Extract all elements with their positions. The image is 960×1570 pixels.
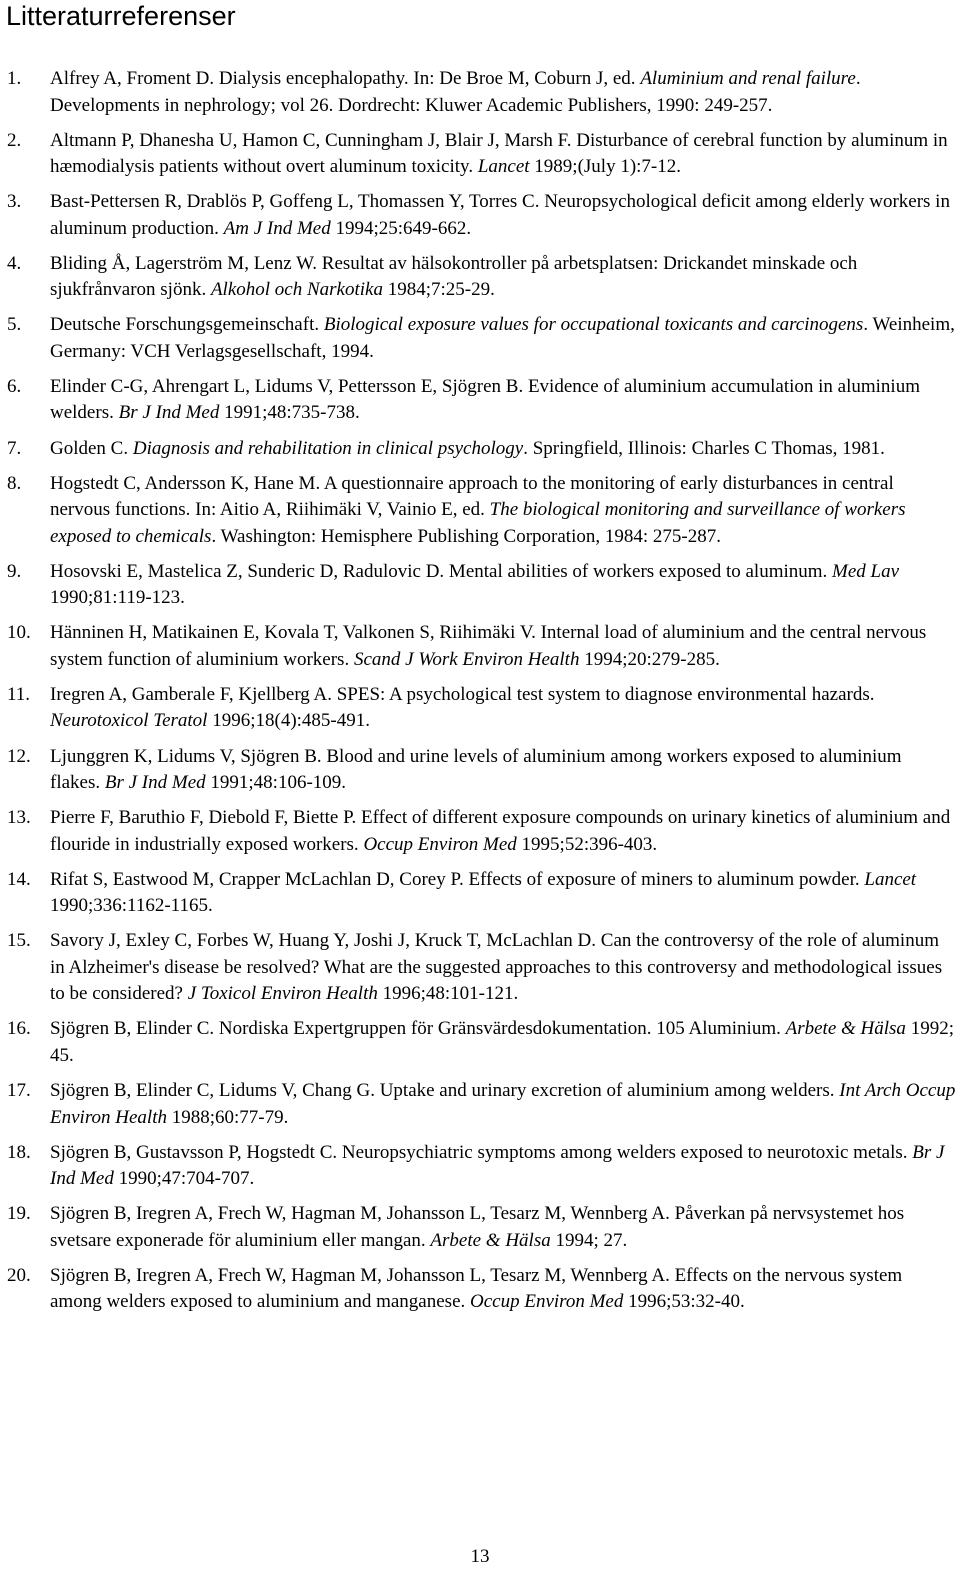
- reference-number: 10.: [7, 622, 31, 644]
- reference-source-italic: Occup Environ Med: [363, 833, 517, 855]
- reference-number: 15.: [7, 930, 31, 952]
- reference-text-segment: Ljunggren K, Lidums V, Sjögren B. Blood and urine levels of aluminium among workers exposed to aluminium flakes.: [50, 745, 902, 794]
- reference-text-segment: Iregren A, Gamberale F, Kjellberg A. SPES: A psychological test system to diagnose environmental hazards.: [50, 683, 875, 705]
- reference-text-segment: Elinder C-G, Ahrengart L, Lidums V, Pettersson E, Sjögren B. Evidence of aluminium accumulation in aluminium welders.: [50, 375, 920, 424]
- reference-source-italic: The biological monitoring and surveillance of workers exposed to chemicals: [50, 499, 906, 547]
- reference-source-italic: Neurotoxicol Teratol: [50, 710, 208, 732]
- reference-source-italic: Occup Environ Med: [470, 1291, 624, 1313]
- reference-item: [0, 436, 960, 463]
- reference-item: [0, 805, 960, 858]
- reference-item: [0, 66, 960, 119]
- reference-item: [0, 744, 960, 797]
- reference-source-italic: Med Lav: [832, 560, 900, 582]
- reference-source-italic: Alkohol och Narkotika: [210, 279, 383, 301]
- reference-text-segment: Alfrey A, Froment D. Dialysis encephalopathy. In: De Broe M, Coburn J, ed.: [50, 68, 641, 89]
- reference-text-segment: 1994;20:279-285.: [579, 648, 720, 670]
- reference-number: 20.: [7, 1264, 31, 1286]
- reference-text-segment: Hosovski E, Mastelica Z, Sunderic D, Radulovic D. Mental abilities of workers exposed to aluminum.: [50, 560, 833, 582]
- reference-text: [50, 1201, 956, 1254]
- reference-text-segment: 1992; 45.: [50, 1018, 954, 1066]
- reference-text-segment: Hänninen H, Matikainen E, Kovala T, Valkonen S, Riihimäki V. Internal load of aluminium and the central nervous system function of aluminium workers.: [50, 622, 927, 670]
- reference-text: [50, 1078, 956, 1131]
- page-title: Litteraturreferenser: [6, 1, 236, 31]
- reference-item: [0, 1078, 960, 1131]
- reference-source-italic: Arbete & Hälsa: [785, 1018, 906, 1040]
- reference-source-italic: J Toxicol Environ Health: [187, 983, 378, 1005]
- reference-text: [50, 620, 956, 673]
- reference-item: [0, 867, 960, 920]
- reference-text-segment: . Developments in nephrology; vol 26. Dordrecht: Kluwer Academic Publishers, 1990: 249-257.: [50, 68, 861, 116]
- reference-text: [50, 189, 956, 242]
- reference-source-italic: Arbete & Hälsa: [430, 1229, 551, 1251]
- reference-text-segment: 1996;53:32-40.: [623, 1291, 745, 1313]
- reference-text: [50, 744, 956, 797]
- reference-text-segment: 1994; 27.: [550, 1229, 628, 1251]
- reference-number: 19.: [7, 1203, 31, 1225]
- reference-item: [0, 1140, 960, 1193]
- reference-text: [50, 471, 956, 551]
- reference-text-segment: Sjögren B, Iregren A, Frech W, Hagman M, Johansson L, Tesarz M, Wennberg A. Effects on the nervous system among welders exposed to aluminium and manganese.: [50, 1264, 903, 1313]
- reference-text-segment: Pierre F, Baruthio F, Diebold F, Biette P. Effect of different exposure compounds on urinary kinetics of aluminium and flouride in industrially exposed workers.: [50, 807, 951, 855]
- reference-text: [50, 436, 956, 463]
- reference-item: [0, 189, 960, 242]
- reference-number: 11.: [7, 683, 31, 705]
- reference-text-segment: . Springfield, Illinois: Charles C Thomas, 1981.: [523, 437, 885, 459]
- reference-text: [50, 867, 956, 920]
- reference-source-italic: Biological exposure values for occupational toxicants and carcinogens: [323, 314, 864, 336]
- reference-text-segment: Deutsche Forschungsgemeinschaft.: [50, 314, 324, 336]
- reference-item: [0, 312, 960, 365]
- page-number: 13: [470, 1546, 490, 1567]
- reference-item: [0, 559, 960, 612]
- reference-source-italic: Br J Ind Med: [104, 772, 206, 794]
- reference-text-segment: 1990;336:1162-1165.: [50, 895, 213, 917]
- reference-text-segment: Bliding Å, Lagerström M, Lenz W. Resultat av hälsokontroller på arbetsplatsen: Drickandet minskade och sjukfrånvaron sjönk.: [50, 252, 858, 301]
- reference-item: [0, 620, 960, 673]
- reference-number: 16.: [7, 1018, 31, 1040]
- reference-text: [50, 251, 956, 304]
- reference-number: 1.: [7, 68, 22, 89]
- reference-text-segment: 1995;52:396-403.: [516, 833, 658, 855]
- reference-text: [50, 128, 956, 181]
- reference-text-segment: 1996;18(4):485-491.: [207, 710, 371, 732]
- reference-source-italic: Scand J Work Environ Health: [353, 648, 580, 670]
- reference-number: 3.: [7, 191, 22, 213]
- reference-source-italic: Lancet: [477, 156, 530, 178]
- reference-text: [50, 805, 956, 858]
- reference-text-segment: 1990;81:119-123.: [50, 587, 185, 609]
- reference-text-segment: . Weinheim, Germany: VCH Verlagsgesellschaft, 1994.: [50, 314, 955, 362]
- reference-text-segment: Sjögren B, Elinder C. Nordiska Expertgruppen för Gränsvärdesdokumentation. 105 Aluminium.: [50, 1018, 786, 1040]
- reference-text-segment: Savory J, Exley C, Forbes W, Huang Y, Joshi J, Kruck T, McLachlan D. Can the controversy of the role of aluminum in Alzheimer's disease be resolved? What are the suggested approaches to this controversy and methodological issues to be considered?: [50, 930, 943, 1005]
- reference-number: 5.: [7, 314, 22, 336]
- reference-number: 4.: [7, 252, 22, 274]
- reference-text: [50, 1016, 956, 1069]
- reference-text-segment: Hogstedt C, Andersson K, Hane M. A questionnaire approach to the monitoring of early disturbances in central nervous functions. In: Aitio A, Riihimäki V, Vainio E, ed.: [50, 472, 894, 521]
- reference-item: [0, 128, 960, 181]
- reference-text-segment: 1990;47:704-707.: [113, 1168, 255, 1190]
- reference-text: [50, 374, 956, 427]
- reference-text: [50, 312, 956, 365]
- reference-item: [0, 1016, 960, 1069]
- reference-text-segment: Bast-Pettersen R, Drablös P, Goffeng L, Thomassen Y, Torres C. Neuropsychological deficit among elderly workers in aluminum production.: [50, 191, 950, 239]
- reference-text-segment: Altmann P, Dhanesha U, Hamon C, Cunningham J, Blair J, Marsh F. Disturbance of cerebral function by aluminum in hæmodialysis patients without overt aluminum toxicity.: [50, 129, 948, 178]
- reference-number: 7.: [7, 437, 22, 459]
- reference-text-segment: 1996;48:101-121.: [377, 983, 519, 1005]
- reference-source-italic: Lancet: [864, 868, 917, 890]
- reference-item: [0, 1263, 960, 1316]
- reference-source-italic: Aluminium and renal failure: [640, 68, 856, 89]
- reference-number: 14.: [7, 868, 31, 890]
- reference-number: 8.: [7, 472, 22, 494]
- reference-item: [0, 471, 960, 551]
- reference-text-segment: 1984;7:25-29.: [382, 279, 495, 301]
- reference-source-italic: Br J Ind Med: [50, 1141, 945, 1190]
- reference-text-segment: 1991;48:106-109.: [205, 772, 347, 794]
- reference-number: 9.: [7, 560, 22, 582]
- reference-number: 17.: [7, 1080, 31, 1101]
- reference-item: [0, 1201, 960, 1254]
- reference-text-segment: Sjögren B, Iregren A, Frech W, Hagman M, Johansson L, Tesarz M, Wennberg A. Påverkan på nervsystemet hos svetsare exponerade för aluminium eller mangan.: [50, 1203, 905, 1251]
- reference-text-segment: Golden C.: [50, 437, 133, 459]
- reference-text: [50, 66, 956, 119]
- reference-list: [0, 66, 960, 1324]
- reference-text: [50, 682, 956, 735]
- reference-text-segment: . Washington: Hemisphere Publishing Corporation, 1984: 275-287.: [211, 525, 721, 547]
- reference-number: 18.: [7, 1141, 31, 1163]
- reference-source-italic: Diagnosis and rehabilitation in clinical psychology: [132, 437, 524, 459]
- reference-text: [50, 1263, 956, 1316]
- reference-source-italic: Br J Ind Med: [118, 402, 220, 424]
- reference-item: [0, 682, 960, 735]
- reference-item: [0, 251, 960, 304]
- reference-number: 12.: [7, 745, 31, 767]
- reference-item: [0, 374, 960, 427]
- reference-text-segment: Rifat S, Eastwood M, Crapper McLachlan D, Corey P. Effects of exposure of miners to aluminum powder.: [50, 868, 865, 890]
- reference-text-segment: 1991;48:735-738.: [219, 402, 360, 424]
- reference-text-segment: Sjögren B, Elinder C, Lidums V, Chang G. Uptake and urinary excretion of aluminium among welders.: [50, 1080, 840, 1101]
- reference-text-segment: Sjögren B, Gustavsson P, Hogstedt C. Neuropsychiatric symptoms among welders exposed to neurotoxic metals.: [50, 1141, 913, 1163]
- reference-number: 2.: [7, 129, 22, 151]
- reference-number: 13.: [7, 807, 31, 829]
- reference-text: [50, 1140, 956, 1193]
- reference-source-italic: Int Arch Occup Environ Health: [50, 1080, 956, 1128]
- reference-source-italic: Am J Ind Med: [223, 217, 331, 239]
- reference-number: 6.: [7, 375, 22, 397]
- reference-text-segment: 1988;60:77-79.: [166, 1106, 289, 1128]
- reference-text-segment: 1994;25:649-662.: [330, 217, 472, 239]
- reference-item: [0, 928, 960, 1008]
- reference-text: [50, 928, 956, 1008]
- reference-text-segment: 1989;(July 1):7-12.: [529, 156, 682, 178]
- reference-text: [50, 559, 956, 612]
